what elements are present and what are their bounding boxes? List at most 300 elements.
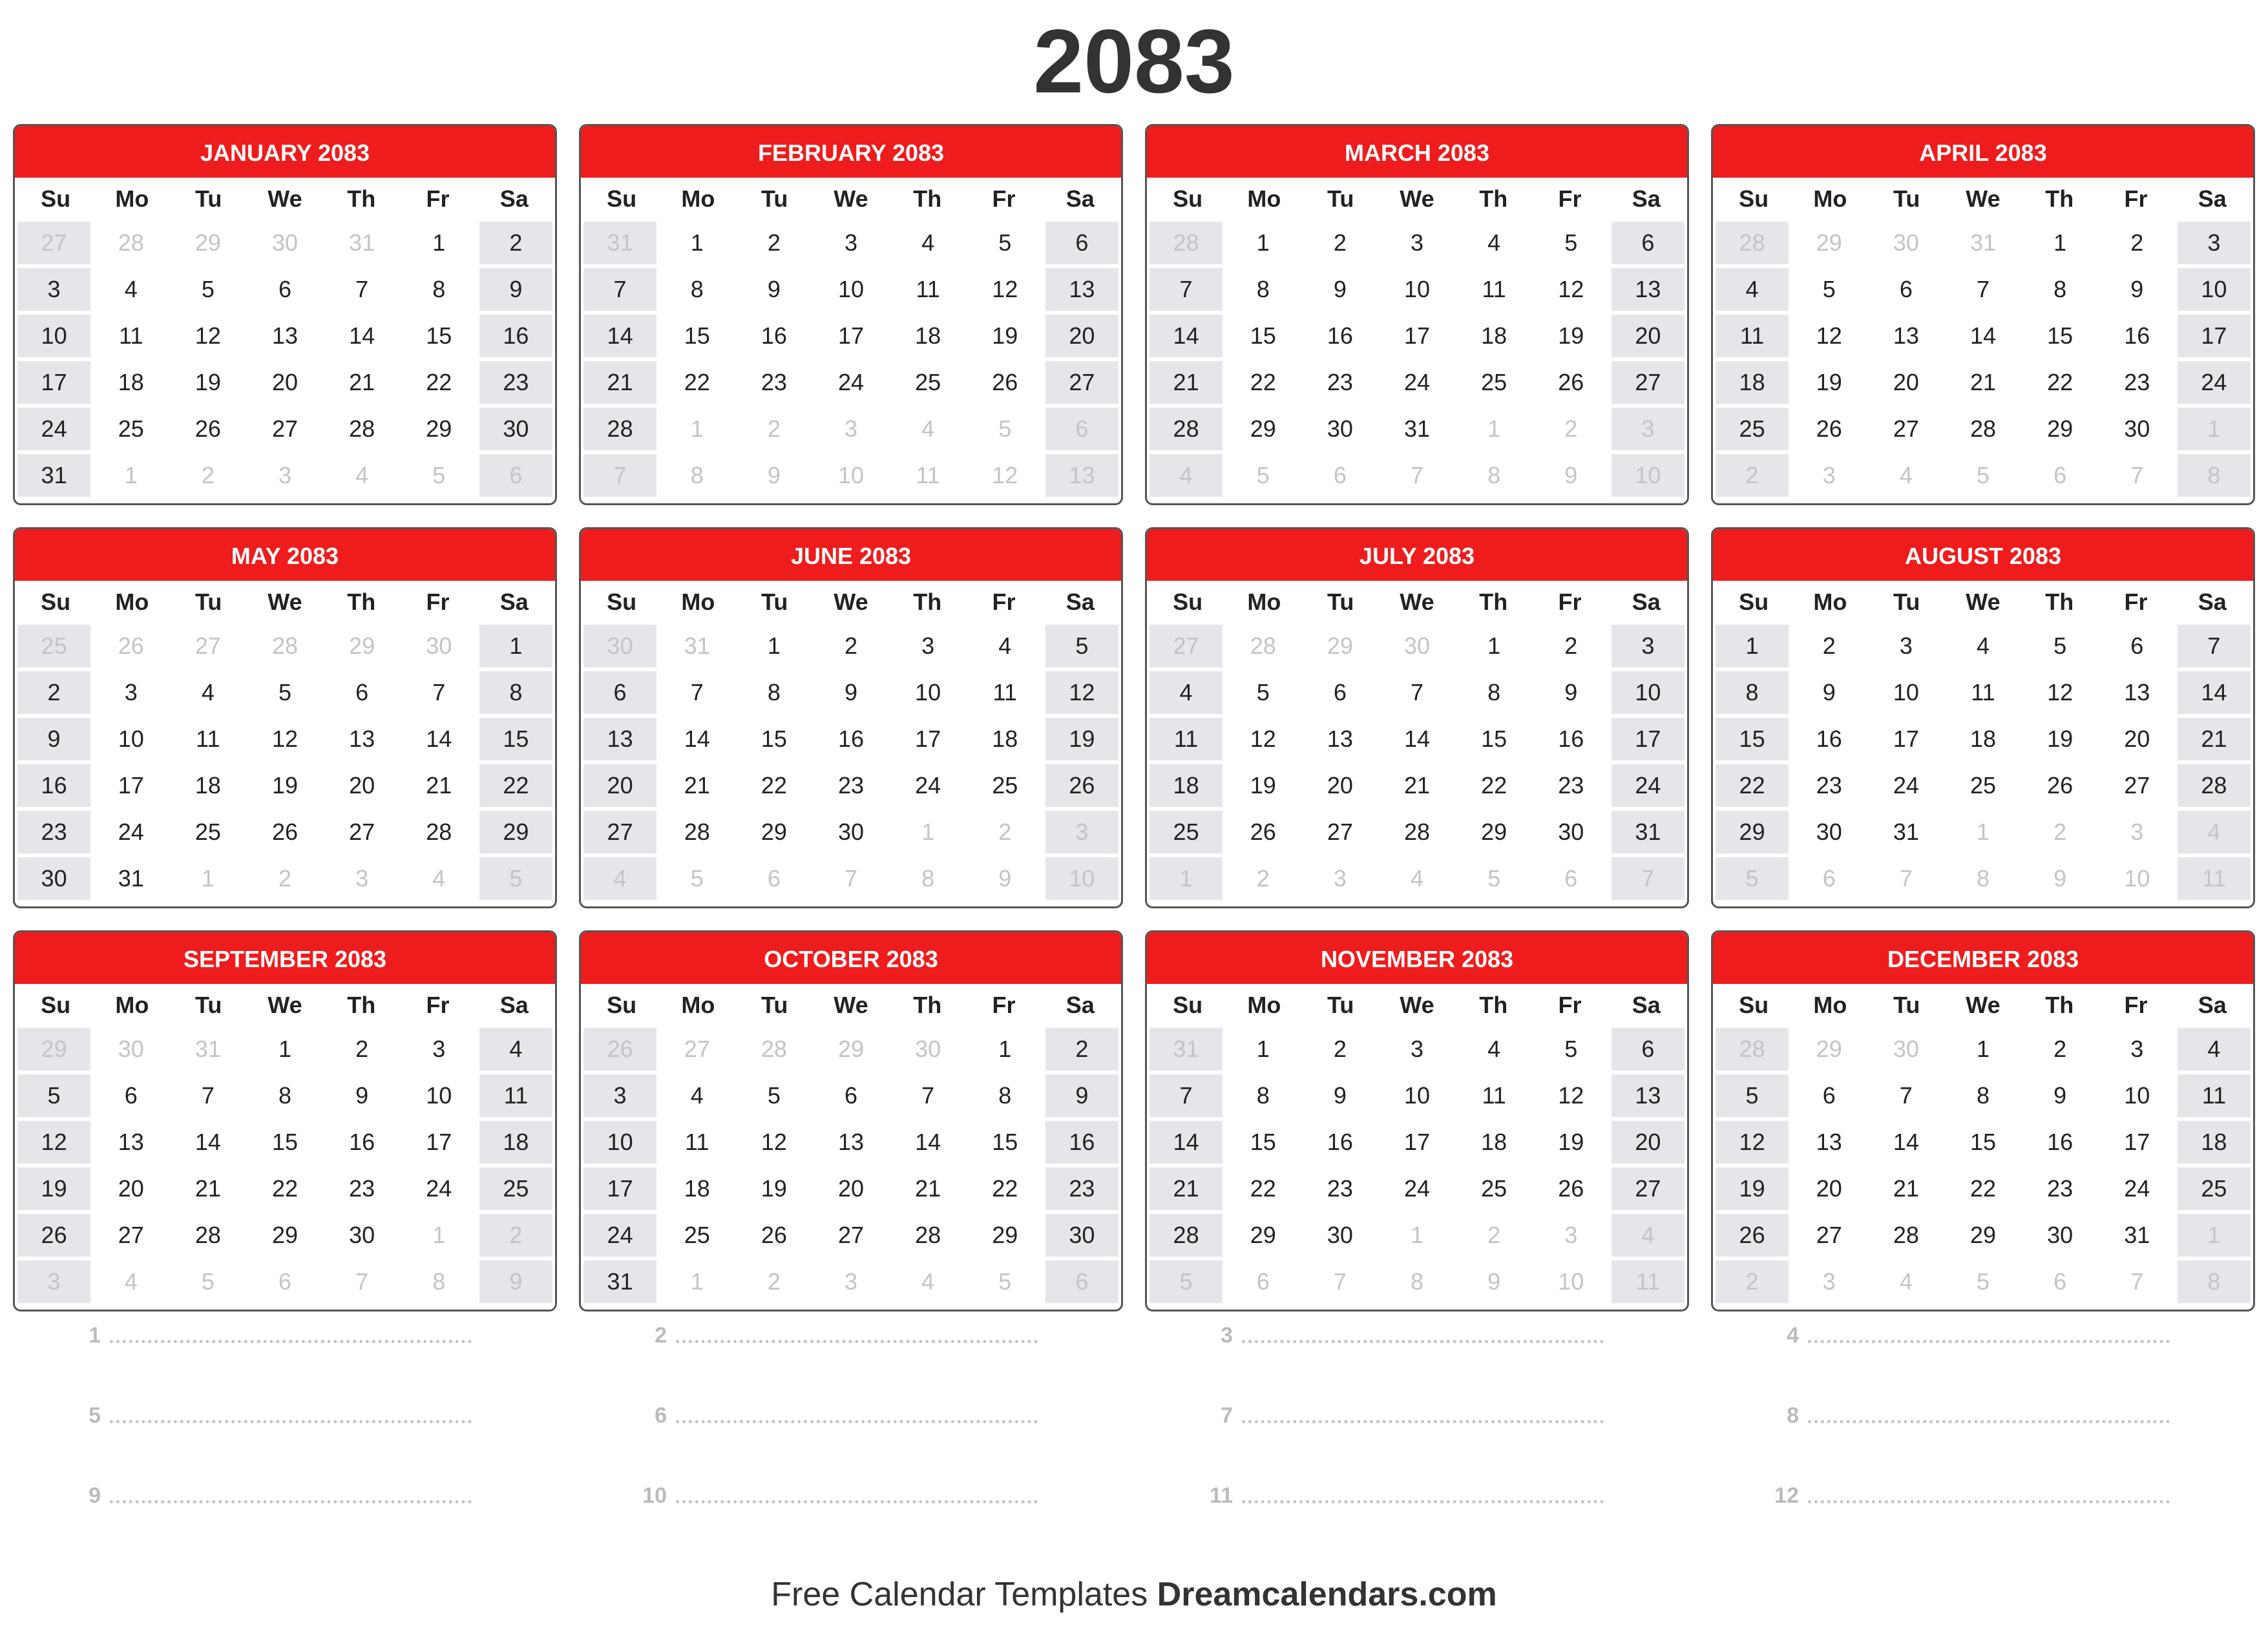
weekday-label: Fr <box>1558 589 1582 615</box>
weekday-header-row <box>581 581 1121 623</box>
adjacent-month-day: 1 <box>892 811 965 853</box>
weekday-label: Tu <box>195 992 222 1018</box>
adjacent-month-day: 7 <box>2101 454 2174 497</box>
adjacent-month-day: 1 <box>2178 408 2251 450</box>
day-cell: 20 <box>1612 1121 1685 1164</box>
day-cell: 29 <box>737 811 810 853</box>
adjacent-month-day: 27 <box>1150 625 1223 667</box>
weekday-label: Tu <box>761 185 788 212</box>
day-cell: 10 <box>892 671 965 714</box>
weekday-label: Su <box>607 589 637 615</box>
day-cell: 26 <box>2024 764 2097 807</box>
day-cell: 21 <box>1150 1167 1223 1210</box>
day-cell: 1 <box>1458 625 1531 667</box>
weekday-label: Fr <box>992 992 1016 1018</box>
adjacent-month-day: 25 <box>17 625 90 667</box>
weekday-label: Th <box>347 589 376 615</box>
day-cell: 1 <box>2024 222 2097 264</box>
note-line-item[interactable] <box>13 1315 557 1348</box>
day-cell: 16 <box>2024 1121 2097 1164</box>
day-cell: 23 <box>1045 1167 1118 1210</box>
day-cell: 19 <box>737 1167 810 1210</box>
weekday-label: Fr <box>992 185 1016 212</box>
note-line-item[interactable] <box>1145 1475 1689 1509</box>
day-cell: 23 <box>326 1167 399 1210</box>
weekday-header-row <box>15 178 555 220</box>
weekday-label: Su <box>1173 185 1203 212</box>
day-cell: 19 <box>1716 1167 1789 1210</box>
day-cell: 25 <box>2178 1167 2251 1210</box>
day-grid <box>1713 623 2253 903</box>
day-cell: 31 <box>1612 811 1685 853</box>
day-cell: 8 <box>1946 1074 2019 1117</box>
day-cell: 4 <box>1458 222 1531 264</box>
adjacent-month-day: 9 <box>1458 1260 1531 1303</box>
day-cell: 19 <box>1535 1121 1608 1164</box>
month-title: DECEMBER 2083 <box>1713 932 2253 984</box>
adjacent-month-day: 28 <box>1716 1028 1789 1071</box>
day-cell: 11 <box>1716 315 1789 357</box>
day-cell: 28 <box>171 1214 244 1257</box>
adjacent-month-day: 3 <box>2101 811 2174 853</box>
day-cell: 13 <box>1303 718 1376 760</box>
day-cell: 9 <box>326 1074 399 1117</box>
adjacent-month-day: 4 <box>1869 454 1942 497</box>
day-grid <box>15 220 555 499</box>
adjacent-month-day: 29 <box>17 1028 90 1071</box>
adjacent-month-day: 5 <box>1946 454 2019 497</box>
note-number: 8 <box>1787 1403 1799 1428</box>
weekday-label: Sa <box>1632 992 1661 1018</box>
day-cell: 2 <box>479 222 552 264</box>
day-cell: 11 <box>1458 1074 1531 1117</box>
adjacent-month-day: 28 <box>248 625 321 667</box>
day-cell: 30 <box>1303 1214 1376 1257</box>
day-cell: 13 <box>1612 1074 1685 1117</box>
day-cell: 1 <box>403 222 476 264</box>
day-cell: 20 <box>1869 361 1942 404</box>
day-cell: 31 <box>2101 1214 2174 1257</box>
day-cell: 6 <box>814 1074 887 1117</box>
day-cell: 8 <box>1716 671 1789 714</box>
adjacent-month-day: 30 <box>403 625 476 667</box>
day-cell: 10 <box>2101 1074 2174 1117</box>
day-grid <box>1713 220 2253 499</box>
weekday-label: Tu <box>1893 589 1920 615</box>
weekday-header-row <box>15 984 555 1027</box>
day-cell: 18 <box>1150 764 1223 807</box>
day-cell: 19 <box>2024 718 2097 760</box>
day-cell: 8 <box>479 671 552 714</box>
adjacent-month-day: 2 <box>1226 857 1299 900</box>
adjacent-month-day: 6 <box>1535 857 1608 900</box>
weekday-label: We <box>268 992 302 1018</box>
day-cell: 10 <box>94 718 167 760</box>
day-cell: 14 <box>1380 718 1453 760</box>
adjacent-month-day: 30 <box>1869 222 1942 264</box>
adjacent-month-day: 7 <box>1869 857 1942 900</box>
day-cell: 17 <box>1380 315 1453 357</box>
day-cell: 3 <box>2178 222 2251 264</box>
note-line-item[interactable] <box>579 1315 1123 1348</box>
adjacent-month-day: 7 <box>1303 1260 1376 1303</box>
note-number: 9 <box>89 1483 101 1508</box>
adjacent-month-day: 30 <box>1869 1028 1942 1071</box>
day-cell: 20 <box>814 1167 887 1210</box>
day-cell: 11 <box>1458 268 1531 311</box>
weekday-label: Th <box>2045 185 2074 212</box>
day-cell: 12 <box>1535 1074 1608 1117</box>
day-cell: 3 <box>583 1074 656 1117</box>
day-cell: 9 <box>479 268 552 311</box>
day-cell: 16 <box>814 718 887 760</box>
adjacent-month-day: 29 <box>1792 1028 1865 1071</box>
day-cell: 4 <box>171 671 244 714</box>
day-cell: 19 <box>17 1167 90 1210</box>
day-cell: 24 <box>1380 361 1453 404</box>
day-cell: 22 <box>969 1167 1042 1210</box>
adjacent-month-day: 8 <box>1380 1260 1453 1303</box>
day-grid <box>581 1027 1121 1306</box>
weekday-label: We <box>1966 589 2000 615</box>
note-line-item[interactable] <box>1711 1315 2255 1348</box>
weekday-header-row <box>1147 984 1687 1027</box>
adjacent-month-day: 10 <box>814 454 887 497</box>
day-cell: 27 <box>326 811 399 853</box>
day-cell: 14 <box>1869 1121 1942 1164</box>
adjacent-month-day: 13 <box>1045 454 1118 497</box>
adjacent-month-day: 29 <box>1303 625 1376 667</box>
footer-brand[interactable]: Dreamcalendars.com <box>1157 1576 1497 1613</box>
adjacent-month-day: 6 <box>1792 857 1865 900</box>
day-cell: 8 <box>2024 268 2097 311</box>
year-title: 2083 <box>1033 10 1235 112</box>
day-cell: 1 <box>969 1028 1042 1071</box>
day-cell: 25 <box>1716 408 1789 450</box>
day-cell: 16 <box>1535 718 1608 760</box>
day-cell: 26 <box>1045 764 1118 807</box>
weekday-label: Mo <box>1247 185 1281 212</box>
weekday-label: Sa <box>1066 185 1095 212</box>
adjacent-month-day: 4 <box>583 857 656 900</box>
day-cell: 13 <box>2101 671 2174 714</box>
day-cell: 11 <box>1150 718 1223 760</box>
adjacent-month-day: 4 <box>892 1260 965 1303</box>
day-cell: 25 <box>479 1167 552 1210</box>
day-cell: 16 <box>2101 315 2174 357</box>
day-cell: 25 <box>1458 1167 1531 1210</box>
adjacent-month-day: 12 <box>969 454 1042 497</box>
month-title: MAY 2083 <box>15 529 555 581</box>
adjacent-month-day: 4 <box>1380 857 1453 900</box>
day-cell: 8 <box>1226 268 1299 311</box>
day-cell: 4 <box>479 1028 552 1071</box>
day-cell: 26 <box>1535 1167 1608 1210</box>
day-cell: 7 <box>583 268 656 311</box>
day-cell: 7 <box>2178 625 2251 667</box>
day-cell: 23 <box>814 764 887 807</box>
day-cell: 22 <box>248 1167 321 1210</box>
day-cell: 10 <box>2178 268 2251 311</box>
day-cell: 20 <box>2101 718 2174 760</box>
day-cell: 4 <box>2178 1028 2251 1071</box>
weekday-label: Su <box>607 185 637 212</box>
month-calendar <box>13 124 557 505</box>
day-cell: 27 <box>814 1214 887 1257</box>
adjacent-month-day: 1 <box>1458 408 1531 450</box>
weekday-label: Sa <box>2198 992 2227 1018</box>
day-cell: 9 <box>2024 1074 2097 1117</box>
day-cell: 11 <box>479 1074 552 1117</box>
day-cell: 18 <box>660 1167 733 1210</box>
weekday-label: Sa <box>1066 992 1095 1018</box>
day-cell: 26 <box>737 1214 810 1257</box>
month-title: OCTOBER 2083 <box>581 932 1121 984</box>
adjacent-month-day: 29 <box>326 625 399 667</box>
day-cell: 13 <box>814 1121 887 1164</box>
day-cell: 10 <box>403 1074 476 1117</box>
adjacent-month-day: 5 <box>1226 454 1299 497</box>
day-cell: 2 <box>737 222 810 264</box>
day-cell: 26 <box>1535 361 1608 404</box>
day-cell: 4 <box>1716 268 1789 311</box>
day-cell: 25 <box>969 764 1042 807</box>
day-cell: 29 <box>969 1214 1042 1257</box>
weekday-label: Th <box>347 992 376 1018</box>
month-title: APRIL 2083 <box>1713 126 2253 178</box>
day-cell: 15 <box>1716 718 1789 760</box>
note-line-item[interactable] <box>1711 1475 2255 1509</box>
day-cell: 6 <box>248 268 321 311</box>
day-cell: 27 <box>583 811 656 853</box>
adjacent-month-day: 7 <box>814 857 887 900</box>
note-number: 4 <box>1787 1323 1799 1348</box>
day-cell: 14 <box>892 1121 965 1164</box>
weekday-label: Mo <box>1813 992 1847 1018</box>
adjacent-month-day: 6 <box>737 857 810 900</box>
note-line-item[interactable] <box>579 1395 1123 1428</box>
day-cell: 3 <box>403 1028 476 1071</box>
day-grid <box>1147 623 1687 903</box>
weekday-header-row <box>1713 984 2253 1027</box>
day-cell: 5 <box>969 222 1042 264</box>
weekday-label: Su <box>1739 185 1769 212</box>
day-cell: 27 <box>2101 764 2174 807</box>
adjacent-month-day: 27 <box>17 222 90 264</box>
adjacent-month-day: 5 <box>1458 857 1531 900</box>
adjacent-month-day: 10 <box>2101 857 2174 900</box>
day-cell: 20 <box>248 361 321 404</box>
weekday-label: Mo <box>115 185 149 212</box>
adjacent-month-day: 4 <box>1612 1214 1685 1257</box>
day-cell: 14 <box>2178 671 2251 714</box>
weekday-label: Tu <box>195 185 222 212</box>
day-cell: 14 <box>403 718 476 760</box>
adjacent-month-day: 3 <box>1792 1260 1865 1303</box>
day-cell: 9 <box>814 671 887 714</box>
day-cell: 4 <box>660 1074 733 1117</box>
adjacent-month-day: 5 <box>969 408 1042 450</box>
day-cell: 27 <box>248 408 321 450</box>
day-cell: 23 <box>1303 1167 1376 1210</box>
weekday-label: Mo <box>115 992 149 1018</box>
day-cell: 24 <box>2101 1167 2174 1210</box>
weekday-label: Fr <box>2124 185 2148 212</box>
day-cell: 28 <box>403 811 476 853</box>
month-title: FEBRUARY 2083 <box>581 126 1121 178</box>
day-cell: 27 <box>1869 408 1942 450</box>
note-number: 11 <box>1210 1483 1233 1508</box>
note-line-item[interactable] <box>1711 1395 2255 1428</box>
adjacent-month-day: 8 <box>2178 1260 2251 1303</box>
day-cell: 15 <box>969 1121 1042 1164</box>
adjacent-month-day: 8 <box>2178 454 2251 497</box>
day-cell: 29 <box>1458 811 1531 853</box>
day-cell: 5 <box>737 1074 810 1117</box>
day-cell: 13 <box>1792 1121 1865 1164</box>
day-cell: 10 <box>17 315 90 357</box>
day-cell: 19 <box>1226 764 1299 807</box>
day-cell: 19 <box>1535 315 1608 357</box>
day-cell: 9 <box>1045 1074 1118 1117</box>
day-cell: 16 <box>737 315 810 357</box>
month-calendar <box>13 930 557 1311</box>
note-number: 2 <box>655 1323 667 1348</box>
adjacent-month-day: 6 <box>1045 1260 1118 1303</box>
day-cell: 17 <box>403 1121 476 1164</box>
adjacent-month-day: 4 <box>94 1260 167 1303</box>
adjacent-month-day: 4 <box>2178 811 2251 853</box>
adjacent-month-day: 8 <box>660 454 733 497</box>
day-cell: 17 <box>1612 718 1685 760</box>
day-cell: 15 <box>403 315 476 357</box>
day-cell: 5 <box>1535 1028 1608 1071</box>
day-cell: 17 <box>2178 315 2251 357</box>
day-cell: 1 <box>248 1028 321 1071</box>
month-calendar <box>579 124 1123 505</box>
adjacent-month-day: 4 <box>1150 454 1223 497</box>
weekday-label: We <box>268 589 302 615</box>
note-line-item[interactable] <box>1145 1315 1689 1348</box>
day-cell: 7 <box>1946 268 2019 311</box>
day-cell: 18 <box>1458 1121 1531 1164</box>
day-cell: 5 <box>1716 1074 1789 1117</box>
day-cell: 23 <box>2101 361 2174 404</box>
weekday-header-row <box>1147 581 1687 623</box>
adjacent-month-day: 11 <box>2178 857 2251 900</box>
month-title: JUNE 2083 <box>581 529 1121 581</box>
adjacent-month-day: 28 <box>1226 625 1299 667</box>
weekday-label: Mo <box>681 992 715 1018</box>
day-cell: 2 <box>326 1028 399 1071</box>
adjacent-month-day: 1 <box>1150 857 1223 900</box>
weekday-label: Th <box>913 992 942 1018</box>
day-cell: 5 <box>171 268 244 311</box>
adjacent-month-day: 2 <box>2024 811 2097 853</box>
day-cell: 24 <box>94 811 167 853</box>
weekday-label: Su <box>41 992 71 1018</box>
day-cell: 13 <box>583 718 656 760</box>
month-calendar <box>579 527 1123 908</box>
adjacent-month-day: 7 <box>583 454 656 497</box>
day-cell: 12 <box>1792 315 1865 357</box>
day-cell: 11 <box>2178 1074 2251 1117</box>
day-cell: 11 <box>969 671 1042 714</box>
day-cell: 9 <box>1535 671 1608 714</box>
note-line-item[interactable] <box>579 1475 1123 1509</box>
weekday-label: We <box>834 185 868 212</box>
weekday-label: We <box>1400 992 1434 1018</box>
day-cell: 20 <box>583 764 656 807</box>
day-cell: 7 <box>1150 1074 1223 1117</box>
month-title: SEPTEMBER 2083 <box>15 932 555 984</box>
note-line-item[interactable] <box>1145 1395 1689 1428</box>
day-cell: 29 <box>1226 408 1299 450</box>
day-cell: 27 <box>1045 361 1118 404</box>
day-cell: 16 <box>1303 315 1376 357</box>
day-cell: 3 <box>17 268 90 311</box>
day-cell: 8 <box>737 671 810 714</box>
day-cell: 29 <box>2024 408 2097 450</box>
day-cell: 18 <box>1946 718 2019 760</box>
weekday-label: Sa <box>2198 589 2227 615</box>
day-cell: 28 <box>1946 408 2019 450</box>
weekday-label: Sa <box>1632 185 1661 212</box>
day-cell: 15 <box>1226 315 1299 357</box>
day-cell: 8 <box>969 1074 1042 1117</box>
day-cell: 22 <box>1716 764 1789 807</box>
adjacent-month-day: 6 <box>1226 1260 1299 1303</box>
adjacent-month-day: 7 <box>1612 857 1685 900</box>
day-cell: 1 <box>660 222 733 264</box>
day-cell: 20 <box>1792 1167 1865 1210</box>
adjacent-month-day: 8 <box>1946 857 2019 900</box>
day-cell: 5 <box>17 1074 90 1117</box>
day-cell: 23 <box>1303 361 1376 404</box>
adjacent-month-day: 3 <box>814 408 887 450</box>
adjacent-month-day: 9 <box>969 857 1042 900</box>
day-cell: 20 <box>1303 764 1376 807</box>
day-cell: 23 <box>17 811 90 853</box>
day-cell: 17 <box>1869 718 1942 760</box>
adjacent-month-day: 2 <box>1535 408 1608 450</box>
day-cell: 29 <box>479 811 552 853</box>
day-cell: 4 <box>1458 1028 1531 1071</box>
day-cell: 8 <box>660 268 733 311</box>
day-cell: 3 <box>94 671 167 714</box>
note-line-item[interactable] <box>13 1475 557 1509</box>
day-cell: 16 <box>479 315 552 357</box>
weekday-label: Su <box>41 589 71 615</box>
day-cell: 27 <box>1612 1167 1685 1210</box>
day-cell: 1 <box>1716 625 1789 667</box>
day-cell: 28 <box>1150 1214 1223 1257</box>
day-cell: 24 <box>403 1167 476 1210</box>
day-cell: 21 <box>660 764 733 807</box>
day-cell: 11 <box>892 268 965 311</box>
adjacent-month-day: 2 <box>171 454 244 497</box>
note-line-item[interactable] <box>13 1395 557 1428</box>
day-cell: 14 <box>1150 315 1223 357</box>
weekday-header-row <box>1713 581 2253 623</box>
day-cell: 30 <box>2101 408 2174 450</box>
weekday-label: Tu <box>1893 185 1920 212</box>
weekday-label: We <box>1966 185 2000 212</box>
adjacent-month-day: 3 <box>1612 408 1685 450</box>
adjacent-month-day: 30 <box>892 1028 965 1071</box>
weekday-label: Th <box>1479 185 1508 212</box>
adjacent-month-day: 11 <box>892 454 965 497</box>
